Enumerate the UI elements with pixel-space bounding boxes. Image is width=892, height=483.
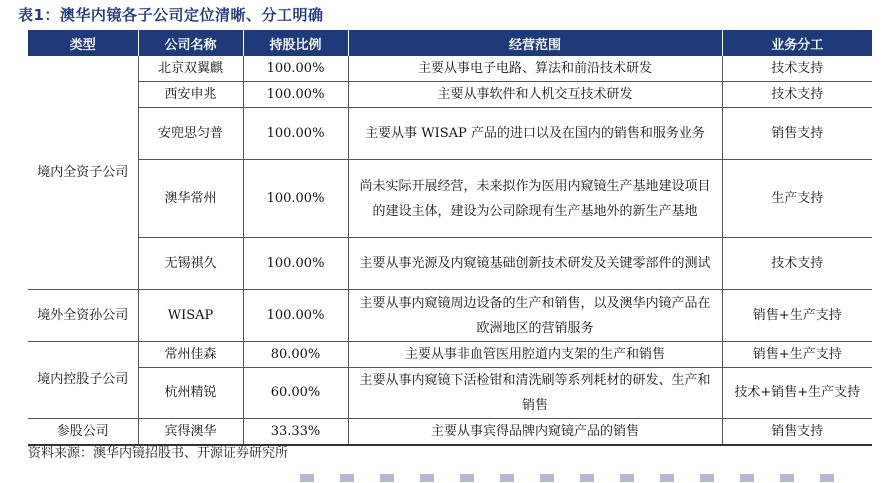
scope-cell: 主要从事非血管医用腔道内支架的生产和销售 (348, 342, 722, 368)
table-row (28, 108, 872, 160)
group-equity: 参股公司 (28, 419, 138, 446)
scope-cell: 主要从事电子电路、算法和前沿技术研发 (348, 56, 722, 82)
share-cell: 80.00% (243, 342, 348, 368)
role-cell: 技术支持 (722, 56, 872, 82)
share-cell: 33.33% (243, 419, 348, 446)
share-cell: 100.00% (243, 290, 348, 342)
source-note: 资料来源：澳华内镜招股书、开源证券研究所 (28, 446, 289, 461)
share-cell: 100.00% (243, 238, 348, 290)
table-row (28, 368, 872, 419)
table-row (28, 56, 872, 82)
role-cell: 技术支持 (722, 82, 872, 108)
company-cell: 安兜思匀普 (138, 108, 243, 160)
table-row (28, 160, 872, 238)
share-cell: 100.00% (243, 160, 348, 238)
header-share: 持股比例 (243, 30, 348, 56)
table-row (28, 342, 872, 368)
share-cell: 100.00% (243, 82, 348, 108)
share-cell: 100.00% (243, 108, 348, 160)
scope-cell: 主要从事宾得品牌内窥镜产品的销售 (348, 419, 722, 446)
header-type: 类型 (28, 30, 138, 56)
company-cell: 澳华常州 (138, 160, 243, 238)
role-cell: 技术支持 (722, 238, 872, 290)
company-cell: 无锡祺久 (138, 238, 243, 290)
scope-cell: 主要从事软件和人机交互技术研发 (348, 82, 722, 108)
company-cell: 常州佳森 (138, 342, 243, 368)
role-cell: 销售支持 (722, 419, 872, 446)
header-company: 公司名称 (138, 30, 243, 56)
company-cell: 西安申兆 (138, 82, 243, 108)
company-cell: 杭州精锐 (138, 368, 243, 419)
cropped-text-line (300, 474, 860, 482)
header-role: 业务分工 (722, 30, 872, 56)
group-domestic-wholly: 境内全资子公司 (28, 56, 138, 290)
scope-cell: 主要从事内窥镜下活检钳和清洗刷等系列耗材的研发、生产和销售 (348, 368, 722, 419)
table-title: 表1：澳华内镜各子公司定位清晰、分工明确 (18, 6, 324, 24)
table-row (28, 238, 872, 290)
group-domestic-holding: 境内控股子公司 (28, 342, 138, 419)
scope-cell: 主要从事光源及内窥镜基础创新技术研发及关键零部件的测试 (348, 238, 722, 290)
role-cell: 销售支持 (722, 108, 872, 160)
table-row (28, 82, 872, 108)
role-cell: 生产支持 (722, 160, 872, 238)
group-overseas-wholly: 境外全资孙公司 (28, 290, 138, 342)
role-cell: 技术+销售+生产支持 (722, 368, 872, 419)
role-cell: 销售+生产支持 (722, 290, 872, 342)
scope-cell: 主要从事内窥镜周边设备的生产和销售，以及澳华内镜产品在欧洲地区的营销服务 (348, 290, 722, 342)
share-cell: 60.00% (243, 368, 348, 419)
role-cell: 销售+生产支持 (722, 342, 872, 368)
subsidiaries-table (28, 30, 872, 446)
scope-cell: 尚未实际开展经营，未来拟作为医用内窥镜生产基地建设项目的建设主体，建设为公司除现有生产基地外的新生产基地 (348, 160, 722, 238)
company-cell: WISAP (138, 290, 243, 342)
share-cell: 100.00% (243, 56, 348, 82)
table-row (28, 290, 872, 342)
header-scope: 经营范围 (348, 30, 722, 56)
header-row (28, 30, 872, 56)
company-cell: 北京双翼麒 (138, 56, 243, 82)
scope-cell: 主要从事 WISAP 产品的进口以及在国内的销售和服务业务 (348, 108, 722, 160)
company-cell: 宾得澳华 (138, 419, 243, 446)
